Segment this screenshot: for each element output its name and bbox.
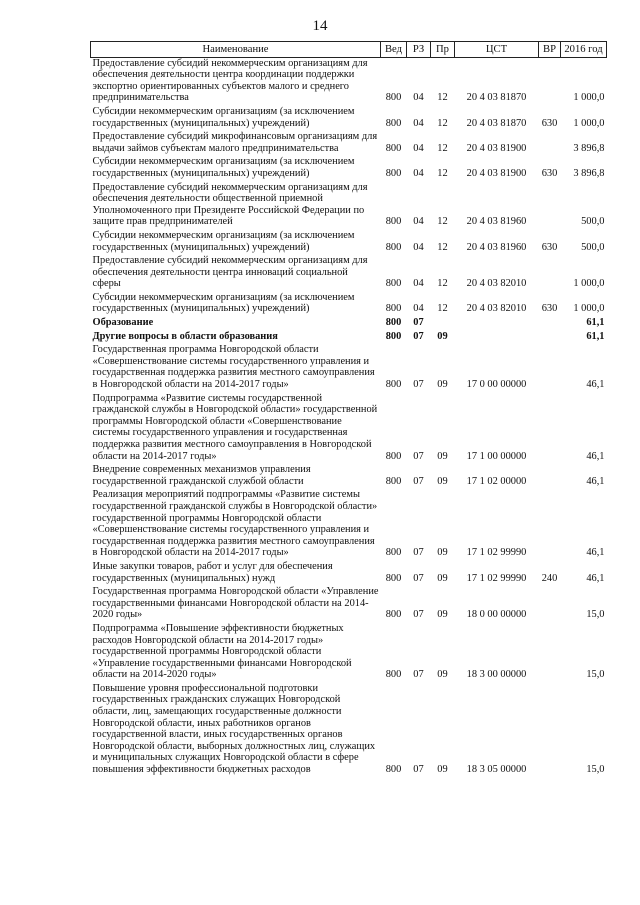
cell-cst: 20 4 03 81960 bbox=[466, 241, 527, 253]
table-row bbox=[91, 344, 607, 392]
cell-pr: 09 bbox=[437, 379, 448, 391]
table-row bbox=[91, 106, 607, 131]
cell-rz: 04 bbox=[413, 142, 424, 154]
cell-rz: 04 bbox=[413, 92, 424, 104]
cell-name: Субсидии некоммерческим организациям (за исключением государственных (муниципальных) учреждений) bbox=[92, 105, 355, 129]
table-row bbox=[91, 623, 607, 683]
cell-cst: 17 1 02 99990 bbox=[466, 547, 527, 559]
cell-vr bbox=[539, 393, 561, 465]
cell-name: Предоставление субсидий некоммерческим организациям для обеспечения деятельности центра координации поддержки экспортно ориентированных субъектов малого и среднего предпринимательства bbox=[92, 57, 368, 104]
table-row bbox=[91, 393, 607, 465]
cell-amount: 46,1 bbox=[586, 450, 605, 462]
table-row bbox=[91, 57, 607, 106]
cell-amount: 15,0 bbox=[586, 669, 605, 681]
cell-name: Иные закупки товаров, работ и услуг для обеспечения государственных (муниципальных) нужд bbox=[92, 560, 333, 584]
cell-name: Реализация мероприятий подпрограммы «Развитие системы государственной гражданской службы в Новгородской области» государственной программы Новгородской области «Совершенствование системы государственного управления и государственная поддержка развития местного самоуправления в Новгородской области на 2014-2017 годы» bbox=[92, 489, 378, 559]
cell-name: Государственная программа Новгородской области «Совершенствование системы государственного управления и государственная поддержка развития местного самоуправления в Новгородской области на 2014-2017 годы» bbox=[92, 344, 375, 391]
table-row bbox=[91, 586, 607, 623]
cell-vr: 240 bbox=[541, 572, 558, 584]
cell-name: Субсидии некоммерческим организациям (за исключением государственных (муниципальных) учреждений) bbox=[92, 291, 355, 315]
cell-amount: 500,0 bbox=[581, 241, 605, 253]
cell-pr: 12 bbox=[437, 92, 448, 104]
cell-pr bbox=[431, 317, 455, 331]
header-vr: ВР bbox=[539, 42, 561, 58]
cell-pr: 09 bbox=[437, 330, 448, 342]
cell-rz: 07 bbox=[413, 764, 424, 776]
cell-cst: 17 1 00 00000 bbox=[466, 450, 527, 462]
cell-pr: 09 bbox=[437, 609, 448, 621]
table-row bbox=[91, 331, 607, 345]
cell-pr: 09 bbox=[437, 547, 448, 559]
cell-pr: 09 bbox=[437, 669, 448, 681]
cell-vr bbox=[539, 57, 561, 106]
table-row bbox=[91, 292, 607, 317]
cell-amount: 1 000,0 bbox=[573, 117, 605, 129]
cell-cst: 20 4 03 82010 bbox=[466, 303, 527, 315]
cell-amount: 46,1 bbox=[586, 572, 605, 584]
cell-cst: 20 4 03 81900 bbox=[466, 167, 527, 179]
cell-name: Предоставление субсидий некоммерческим организациям для обеспечения деятельности центра инноваций социальной сферы bbox=[92, 255, 368, 290]
cell-ved: 800 bbox=[385, 379, 402, 391]
cell-pr: 12 bbox=[437, 167, 448, 179]
cell-vr bbox=[539, 586, 561, 623]
cell-amount: 3 896,8 bbox=[573, 167, 605, 179]
cell-ved: 800 bbox=[385, 330, 402, 342]
budget-table bbox=[90, 41, 607, 778]
cell-pr: 12 bbox=[437, 241, 448, 253]
cell-name: Другие вопросы в области образования bbox=[92, 330, 278, 342]
cell-ved: 800 bbox=[385, 303, 402, 315]
table-row bbox=[91, 561, 607, 586]
cell-cst: 20 4 03 81960 bbox=[466, 216, 527, 228]
cell-rz: 04 bbox=[413, 117, 424, 129]
cell-ved: 800 bbox=[385, 450, 402, 462]
cell-ved: 800 bbox=[385, 669, 402, 681]
cell-cst: 18 3 00 00000 bbox=[466, 669, 527, 681]
cell-cst: 18 0 00 00000 bbox=[466, 609, 527, 621]
cell-ved: 800 bbox=[385, 167, 402, 179]
cell-amount: 46,1 bbox=[586, 475, 605, 487]
cell-cst bbox=[455, 317, 539, 331]
cell-pr: 12 bbox=[437, 278, 448, 290]
cell-rz: 07 bbox=[413, 669, 424, 681]
cell-vr bbox=[539, 182, 561, 230]
cell-ved: 800 bbox=[385, 92, 402, 104]
cell-cst: 20 4 03 81870 bbox=[466, 117, 527, 129]
cell-rz: 04 bbox=[413, 241, 424, 253]
header-year: 2016 год bbox=[561, 42, 607, 58]
cell-rz: 07 bbox=[413, 450, 424, 462]
table-row bbox=[91, 489, 607, 561]
table-row bbox=[91, 255, 607, 292]
header-name: Наименование bbox=[91, 42, 381, 58]
cell-pr: 09 bbox=[437, 475, 448, 487]
cell-amount: 1 000,0 bbox=[573, 92, 605, 104]
cell-pr: 12 bbox=[437, 117, 448, 129]
cell-vr: 630 bbox=[541, 303, 558, 315]
cell-vr bbox=[539, 489, 561, 561]
cell-rz: 04 bbox=[413, 303, 424, 315]
cell-rz: 04 bbox=[413, 216, 424, 228]
cell-amount: 15,0 bbox=[586, 764, 605, 776]
table-row bbox=[91, 156, 607, 181]
cell-amount: 1 000,0 bbox=[573, 278, 605, 290]
cell-name: Повышение уровня профессиональной подготовки государственных гражданских служащих Новгородской области, лиц, замещающих государственные должности Новгородской области, иных работников органов государственной власти, иных государственных органов Новгородской области, выборных должностных лиц, служащих и муниципальных служащих Новгородской области в сфере повышения эффективности бюджетных расходов bbox=[92, 682, 376, 776]
cell-rz: 07 bbox=[413, 379, 424, 391]
cell-amount: 46,1 bbox=[586, 379, 605, 391]
cell-amount: 46,1 bbox=[586, 547, 605, 559]
cell-pr: 12 bbox=[437, 303, 448, 315]
table-row bbox=[91, 317, 607, 331]
cell-ved: 800 bbox=[385, 764, 402, 776]
cell-amount: 500,0 bbox=[581, 216, 605, 228]
cell-ved: 800 bbox=[385, 317, 402, 329]
cell-name: Государственная программа Новгородской области «Управление государственными финансами Новгородской области на 2014-2020 годы» bbox=[92, 586, 379, 621]
cell-amount: 3 896,8 bbox=[573, 142, 605, 154]
cell-cst: 20 4 03 81900 bbox=[466, 142, 527, 154]
cell-rz: 07 bbox=[413, 475, 424, 487]
cell-vr bbox=[539, 255, 561, 292]
cell-rz: 07 bbox=[413, 572, 424, 584]
cell-vr bbox=[539, 623, 561, 683]
cell-ved: 800 bbox=[385, 142, 402, 154]
cell-cst: 20 4 03 81870 bbox=[466, 92, 527, 104]
cell-ved: 800 bbox=[385, 216, 402, 228]
table-row bbox=[91, 464, 607, 489]
cell-rz: 04 bbox=[413, 167, 424, 179]
table-header-row bbox=[91, 42, 607, 58]
cell-vr bbox=[539, 344, 561, 392]
cell-pr: 09 bbox=[437, 764, 448, 776]
header-rz: РЗ bbox=[407, 42, 431, 58]
cell-rz: 07 bbox=[413, 330, 424, 342]
header-cst: ЦСТ bbox=[455, 42, 539, 58]
cell-pr: 12 bbox=[437, 142, 448, 154]
cell-name: Подпрограмма «Повышение эффективности бюджетных расходов Новгородской области на 2014-2017 годы» государственной программы Новгородской области «Управление государственными финансами Новгородской области на 2014-2020 годы» bbox=[92, 622, 352, 681]
cell-cst: 20 4 03 82010 bbox=[466, 278, 527, 290]
cell-cst bbox=[455, 331, 539, 345]
cell-pr: 09 bbox=[437, 572, 448, 584]
header-ved: Вед bbox=[381, 42, 407, 58]
cell-pr: 12 bbox=[437, 216, 448, 228]
table-row bbox=[91, 131, 607, 156]
page-number: 14 bbox=[312, 18, 328, 34]
cell-vr: 630 bbox=[541, 241, 558, 253]
table-row bbox=[91, 683, 607, 778]
cell-ved: 800 bbox=[385, 241, 402, 253]
cell-ved: 800 bbox=[385, 278, 402, 290]
cell-name: Подпрограмма «Развитие системы государственной гражданской службы в Новгородской области» государственной программы Новгородской области «Совершенствование системы государственного управления и государственная поддержка развития местного самоуправления в Новгородской области на 2014-2017 годы» bbox=[92, 392, 378, 462]
cell-name: Субсидии некоммерческим организациям (за исключением государственных (муниципальных) учреждений) bbox=[92, 229, 355, 253]
table-body bbox=[91, 57, 607, 778]
cell-amount: 61,1 bbox=[586, 317, 605, 329]
cell-name: Субсидии некоммерческим организациям (за исключением государственных (муниципальных) учреждений) bbox=[92, 156, 355, 179]
cell-vr: 630 bbox=[541, 117, 558, 129]
cell-vr bbox=[539, 131, 561, 156]
cell-cst: 17 1 02 99990 bbox=[466, 572, 527, 584]
cell-vr bbox=[539, 331, 561, 345]
cell-vr bbox=[539, 317, 561, 331]
cell-cst: 17 0 00 00000 bbox=[466, 379, 527, 391]
cell-rz: 07 bbox=[413, 547, 424, 559]
cell-vr: 630 bbox=[541, 167, 558, 179]
table-row bbox=[91, 230, 607, 255]
cell-vr bbox=[539, 683, 561, 778]
header-pr: Пр bbox=[431, 42, 455, 58]
cell-ved: 800 bbox=[385, 572, 402, 584]
cell-ved: 800 bbox=[385, 475, 402, 487]
cell-ved: 800 bbox=[385, 117, 402, 129]
cell-name: Предоставление субсидий микрофинансовым организациям для выдачи займов субъектам малого предпринимательства bbox=[92, 131, 378, 154]
cell-name: Образование bbox=[92, 317, 154, 329]
cell-rz: 07 bbox=[413, 609, 424, 621]
cell-ved: 800 bbox=[385, 609, 402, 621]
cell-cst: 18 3 05 00000 bbox=[466, 764, 527, 776]
cell-vr bbox=[539, 464, 561, 489]
cell-rz: 04 bbox=[413, 278, 424, 290]
cell-ved: 800 bbox=[385, 547, 402, 559]
cell-name: Предоставление субсидий некоммерческим организациям для обеспечения деятельности общественной приемной Уполномоченного при Президенте Российской Федерации по защите прав предпринимателей bbox=[92, 181, 368, 228]
cell-amount: 15,0 bbox=[586, 609, 605, 621]
cell-amount: 1 000,0 bbox=[573, 303, 605, 315]
cell-name: Внедрение современных механизмов управления государственной гражданской службой области bbox=[92, 464, 311, 487]
cell-cst: 17 1 02 00000 bbox=[466, 475, 527, 487]
table-row bbox=[91, 182, 607, 230]
cell-pr: 09 bbox=[437, 450, 448, 462]
cell-amount: 61,1 bbox=[586, 330, 605, 342]
cell-rz: 07 bbox=[413, 317, 424, 329]
